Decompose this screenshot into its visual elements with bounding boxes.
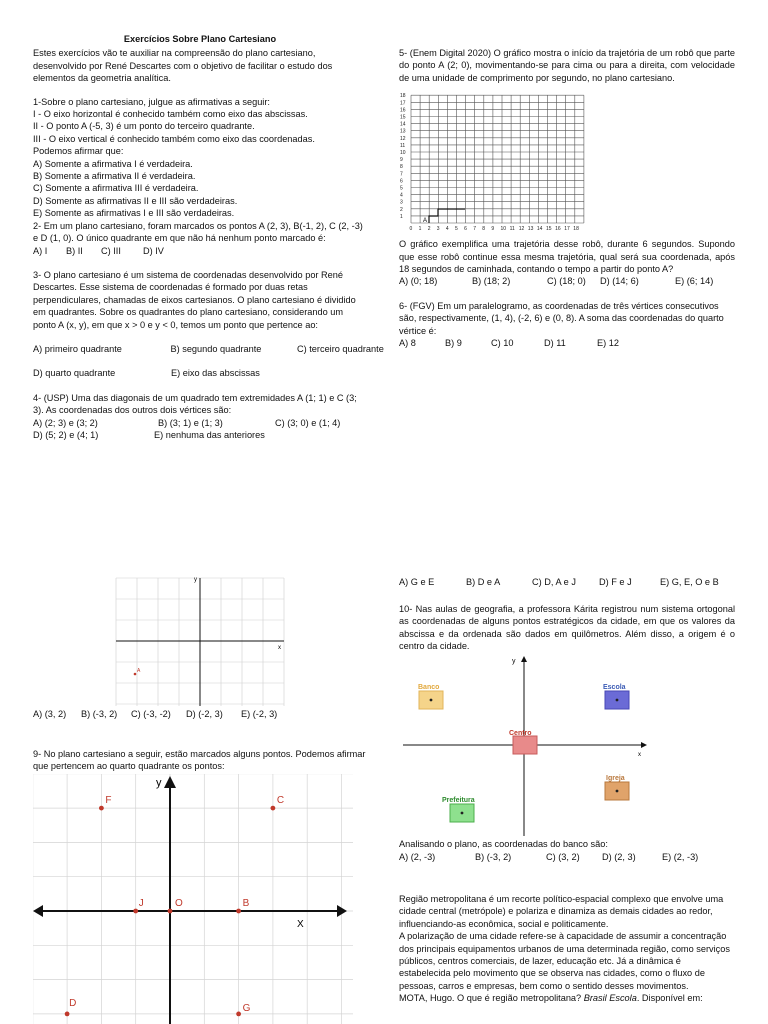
svg-text:3: 3 [400,199,403,206]
q2-option-d: D) IV [143,245,164,256]
text-paragraph-1: Região metropolitana é um recorte político-espacial complexo que envolve uma cidade central (metrópole) e polariza e dinamiza as demais cidades ao redor, influenciando-as econômica, social e politicamente. [399,894,726,929]
svg-text:15: 15 [546,226,552,233]
svg-text:5: 5 [455,226,458,233]
svg-text:8: 8 [482,226,486,233]
svg-text:1: 1 [400,214,403,221]
banco-label: Banco [418,684,440,691]
q6-option-d: D) 11 [544,338,566,349]
svg-text:13: 13 [527,226,534,233]
q5-option-d: D) (14; 6) [600,276,639,287]
q10-options [399,851,698,863]
q2-option-b: B) II [66,245,83,256]
igreja-label: Igreja [606,775,625,782]
text-paragraph-2: A polarização de uma cidade refere-se à capacidade de assumir a concentração dos principais equipamentos urbanos de uma determinada região, como serviços públicos, centros comerciais, de lazer, educação etc. Já a dinâmica é estabelecida pelo movimento que se observa nas cidades, como o fluxo de pessoas, carros e empresas, bem como o sentido desses movimentos. [399,931,733,991]
q9-point [168,909,173,914]
q3-options-row2 [33,367,367,379]
q8-option-b: B) (-3, 2) [81,709,118,719]
svg-text:10: 10 [400,150,406,157]
q3-option-e: E) eixo das abscissas [171,368,260,379]
svg-text:14: 14 [400,121,406,128]
svg-text:4: 4 [400,192,403,199]
q1-line: II - O ponto A (-5, 3) é um ponto do terceiro quadrante. [33,121,255,132]
q4-text: 4- (USP) Uma das diagonais de um quadrado tem extremidades A (1; 1) e C (3; 3). As coordenadas dos outros dois vértices são: [33,392,360,416]
svg-text:18: 18 [400,93,406,100]
svg-text:12: 12 [400,136,406,143]
q9-point [236,1012,241,1017]
q5-point-label: A [423,218,428,225]
q9-point-label: O [175,898,183,909]
q9-point [271,806,276,811]
q9-options [399,576,719,588]
svg-text:3: 3 [436,226,440,233]
q6-options [399,337,735,349]
q8-option-a: A) (3, 2) [33,709,67,719]
q9-point-label: C [276,795,285,807]
q1-option: A) Somente a afirmativa I é verdadeira. [33,158,193,169]
q9-point [65,1012,70,1017]
q4-option-d: D) (5; 2) e (4; 1) [33,429,99,440]
q8-option-e: E) (-2, 3) [241,709,278,719]
svg-text:16: 16 [555,226,561,233]
svg-text:7: 7 [473,226,476,233]
q10-option-a: A) (2, -3) [399,852,436,862]
svg-text:1: 1 [418,226,422,233]
question-3 [33,269,384,380]
q1-line: I - O eixo horizontal é conhecido também como eixo das abscissas. [33,109,308,120]
question-2 [33,220,367,257]
q9-option-c: C) D, A e J [532,577,576,587]
q1-line: III - O eixo vertical é conhecido também como eixo das coordenadas. [33,133,315,144]
q6-option-b: B) 9 [445,338,462,349]
q9-x-axis-label: X [297,919,304,930]
q5-options [399,275,735,287]
q10-x-axis-label: x [638,752,641,758]
q8-options [33,708,277,720]
q3-option-d: D) quarto quadrante [33,368,116,379]
q10-option-d: D) (2, 3) [602,852,636,862]
prefeitura-label: Prefeitura [442,797,475,804]
q9-point-label: D [69,997,77,1009]
q6-option-c: C) 10 [491,338,514,349]
q5-option-c: C) (18; 0) [547,276,586,287]
svg-text:13: 13 [400,128,406,135]
q9-cartesian-graph [33,774,373,1024]
q1-option: C) Somente a afirmativa III é verdadeira. [33,183,199,194]
q8-point-a-label: A [137,668,141,674]
q3-options-row1 [33,343,384,355]
q5-text: 5- (Enem Digital 2020) O gráfico mostra o início da trajetória de um robô que parte do ponto A (2; 0), movimentando-se para cima ou para a direita, com velocidade de uma unidade de comprimento por segundo, no plano cartesiano. [399,48,738,83]
citation: MOTA, Hugo. O que é região metropolitana? Brasil Escola. Disponível em: [399,993,703,1004]
q9-point-label: F [105,795,112,807]
q4-option-b: B) (3; 1) e (1; 3) [158,417,223,428]
svg-text:12: 12 [518,226,525,233]
q10-option-b: B) (-3, 2) [475,852,512,862]
q8-y-axis-label: y [194,577,197,583]
svg-text:6: 6 [400,178,403,185]
svg-text:18: 18 [573,226,579,233]
svg-text:15: 15 [400,114,406,121]
q3-option-c: C) terceiro quadrante [297,343,384,354]
q9-option-d: D) F e J [599,577,632,587]
q1-option: D) Somente as afirmativas II e III são verdadeiras. [33,195,238,206]
q1-line: Podemos afirmar que: [33,146,124,157]
q9-point-label: J [138,898,144,909]
q10-y-axis-label: y [512,658,516,665]
q2-option-c: C) III [101,245,121,256]
q1-option: E) Somente as afirmativas I e III são verdadeiras. [33,208,235,219]
q9-point-label: B [242,898,250,909]
q5-after: O gráfico exemplifica uma trajetória desse robô, durante 6 segundos. Supondo que esse robô continue essa mesma trajetória, qual será sua coordenada, após 18 segundos de caminhada, contando o tempo a partir do ponto A? [399,239,738,275]
question-4 [33,392,367,442]
q8-x-axis-label: x [278,645,281,651]
question-1 [33,96,367,220]
q10-question: Analisando o plano, as coordenadas do banco são: [399,839,608,849]
q6-option-e: E) 12 [597,338,619,349]
q4-option-a: A) (2; 3) e (3; 2) [33,417,98,428]
svg-text:0: 0 [409,226,413,233]
q8-option-d: D) (-2, 3) [186,709,223,719]
q8-cartesian-graph [112,572,288,708]
centro-label: Centro [509,730,532,737]
q4-option-e: E) nenhuma das anteriores [154,429,265,440]
q2-text: 2- Em um plano cartesiano, foram marcados os pontos A (2, 3), B(-1, 2), C (2, -3) e D (1, 0). O único quadrante em que não há nenhum ponto marcado é: [33,220,366,244]
svg-text:6: 6 [464,226,467,233]
svg-text:14: 14 [536,226,543,233]
svg-text:2: 2 [427,226,431,233]
q6-text: 6- (FGV) Em um paralelogramo, as coordenadas de três vértices consecutivos são, respectivamente, (1, 4), (-2, 6) e (0, 8). A soma das coordenadas do quarto vértice é: [399,300,727,336]
q8-option-c: C) (-3, -2) [131,709,171,719]
q9-option-e: E) G, E, O e B [660,577,719,587]
svg-text:11: 11 [509,226,515,233]
svg-text:5: 5 [400,185,403,192]
page-title: Exercícios Sobre Plano Cartesiano [123,34,277,44]
q4-options-row1 [33,417,367,429]
centro-marker [513,736,537,754]
q5-option-b: B) (18; 2) [472,276,511,287]
svg-text:9: 9 [491,226,495,233]
q10-text: 10- Nas aulas de geografia, a professora Kárita registrou num sistema ortogonal as coordenadas de alguns pontos estratégicos da cidade, em que os valores da abscissa e da ordenada são dados em quilômetros. Além disso, a origem é o centro da cidade. [399,604,738,652]
q9-option-a: A) G e E [399,577,435,587]
svg-text:8: 8 [400,164,403,171]
q6-option-a: A) 8 [399,338,416,349]
svg-text:2: 2 [400,207,403,214]
q3-text: 3- O plano cartesiano é um sistema de coordenadas desenvolvido por René Descartes. Esse sistema de coordenadas é formado por duas retas perpendiculares, chamadas de eixos cartesianos. O plano cartesiano é dividido em quadrantes. Sobre os quadrantes do plano cartesiano, considerando um ponto A (x, y), em que x > 0 e y < 0, temos um ponto que pertence ao: [33,269,359,330]
q10-option-c: C) (3, 2) [546,852,580,862]
q9-point [236,909,241,914]
left-column-top [33,33,384,441]
metropolitan-text-block [399,893,735,1005]
q10-option-e: E) (2, -3) [662,852,699,862]
right-column-top [399,47,738,349]
q8-point-a [134,673,137,676]
q4-option-c: C) (3; 0) e (1; 4) [275,417,341,428]
q9-y-axis-label: y [156,777,162,789]
q9-option-b: B) D e A [466,577,501,587]
svg-text:10: 10 [500,226,507,233]
svg-text:4: 4 [445,226,449,233]
svg-text:9: 9 [400,157,403,164]
q2-options [33,245,367,257]
svg-text:11: 11 [400,143,406,150]
q3-option-a: A) primeiro quadrante [33,343,122,354]
q3-option-b: B) segundo quadrante [170,343,262,354]
q9-point-label: G [242,1002,251,1014]
q2-option-a: A) I [33,245,48,256]
svg-text:17: 17 [400,100,406,107]
q1-line: 1-Sobre o plano cartesiano, julgue as afirmativas a seguir: [33,96,270,107]
escola-label: Escola [603,684,626,691]
q1-option: B) Somente a afirmativa II é verdadeira. [33,171,196,182]
q5-option-a: A) (0; 18) [399,276,438,287]
q9-point [99,806,104,811]
svg-text:16: 16 [400,107,406,114]
intro-text: Estes exercícios vão te auxiliar na compreensão do plano cartesiano, desenvolvido por René Descartes com o objetivo de facilitar o estudo dos elementos da geometria analítica. [33,48,335,84]
q5-option-e: E) (6; 14) [675,276,714,287]
q5-grid-graph [399,88,595,238]
svg-text:17: 17 [564,226,570,233]
q9-point [133,909,138,914]
q9-text: 9- No plano cartesiano a seguir, estão marcados alguns pontos. Podemos afirmar que pertencem ao quarto quadrante os pontos: [33,749,369,772]
q4-options-row2 [33,429,367,441]
svg-text:7: 7 [400,171,403,178]
q10-city-map-graph [399,654,649,838]
